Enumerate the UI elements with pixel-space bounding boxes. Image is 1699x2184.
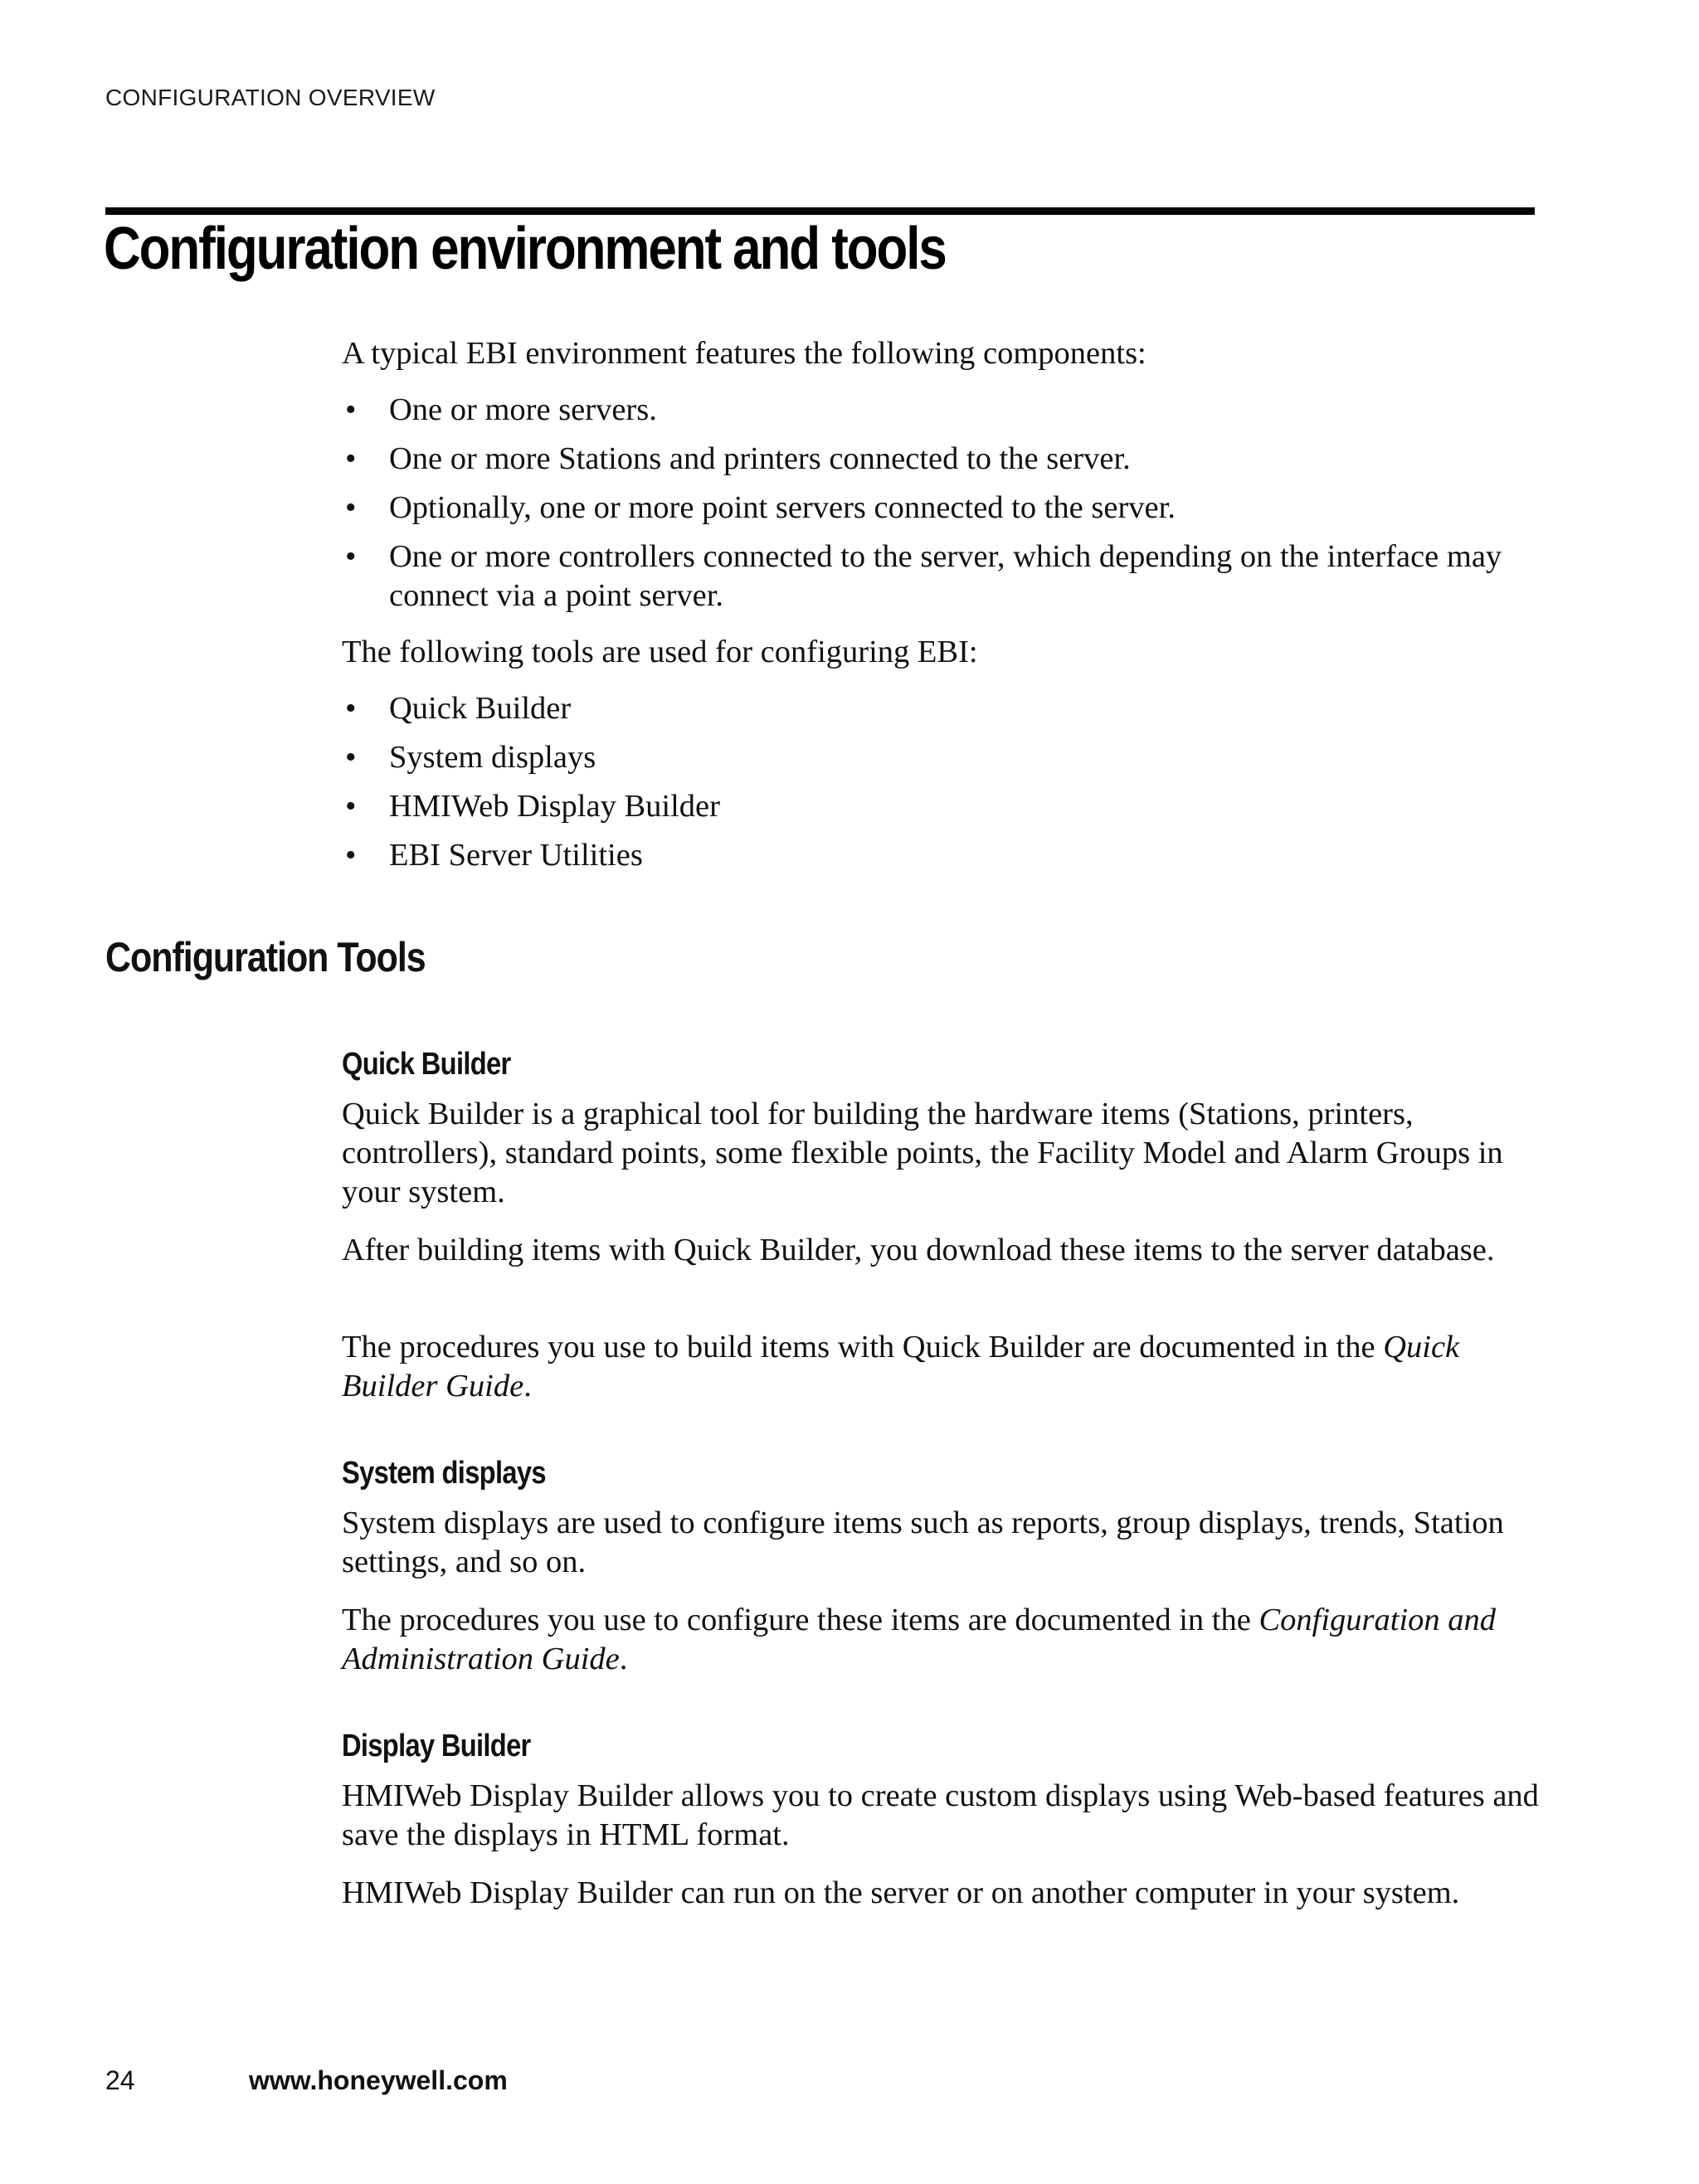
bullet-icon: • [345,490,357,525]
running-header: CONFIGURATION OVERVIEW [105,85,436,110]
bullet-icon: • [345,789,357,824]
bullet-icon: • [345,691,357,726]
list-item-text: Optionally, one or more point servers connected to the server. [389,490,1176,525]
list-item-text: One or more Stations and printers connected to the server. [389,441,1131,476]
display-builder-paragraph-1: HMIWeb Display Builder allows you to create custom displays using Web-based features and save the displays in HTML format. [342,1778,1539,1852]
components-list [342,391,1541,625]
list-item-text: Quick Builder [389,691,572,726]
reference-title: Quick Builder Guide [342,1330,1460,1403]
system-displays-heading: System displays [342,1456,546,1491]
list-item [342,440,1541,479]
list-item-text: EBI Server Utilities [389,838,643,873]
quick-builder-paragraph-3 [342,1328,1541,1406]
list-item [342,689,1541,728]
list-item-text: System displays [389,740,596,775]
bullet-icon: • [345,838,357,873]
section-title: Configuration environment and tools [104,216,946,282]
reference-prefix: The procedures you use to build items with Quick Builder are documented in the [342,1330,1384,1364]
list-item-text: One or more controllers connected to the server, which depending on the interface may connect via a point server. [389,539,1502,613]
system-displays-paragraph-1: System displays are used to configure items such as reports, group displays, trends, Station settings, and so on. [342,1505,1504,1579]
bullet-icon: • [345,539,357,574]
list-item [342,489,1541,528]
list-item [342,836,1541,875]
tools-intro: The following tools are used for configuring EBI: [342,635,978,669]
bullet-icon: • [345,740,357,775]
reference-suffix: . [619,1642,628,1676]
list-item [342,537,1541,615]
tools-list [342,689,1541,885]
list-item [342,787,1541,826]
list-item [342,738,1541,777]
page-number: 24 [105,2065,135,2095]
list-item [342,391,1541,430]
system-displays-paragraph-2 [342,1601,1541,1679]
display-builder-paragraph-2: HMIWeb Display Builder can run on the server or on another computer in your system. [342,1875,1460,1910]
footer-url: www.honeywell.com [249,2065,508,2095]
quick-builder-paragraph-2: After building items with Quick Builder, you download these items to the server database. [342,1233,1495,1267]
bullet-icon: • [345,441,357,476]
subsection-title: Configuration Tools [105,934,426,980]
reference-prefix: The procedures you use to configure these items are documented in the [342,1603,1259,1637]
components-intro: A typical EBI environment features the following components: [342,336,1146,371]
quick-builder-heading: Quick Builder [342,1047,511,1082]
reference-title: Configuration and Administration Guide [342,1603,1497,1676]
list-item-text: HMIWeb Display Builder [389,789,720,824]
reference-suffix: . [523,1369,532,1403]
quick-builder-paragraph-1: Quick Builder is a graphical tool for building the hardware items (Stations, printers, controllers), standard points, some flexible points, the Facility Model and Alarm Groups in your system. [342,1097,1503,1209]
bullet-icon: • [345,392,357,427]
display-builder-heading: Display Builder [342,1729,531,1763]
list-item-text: One or more servers. [389,392,657,427]
